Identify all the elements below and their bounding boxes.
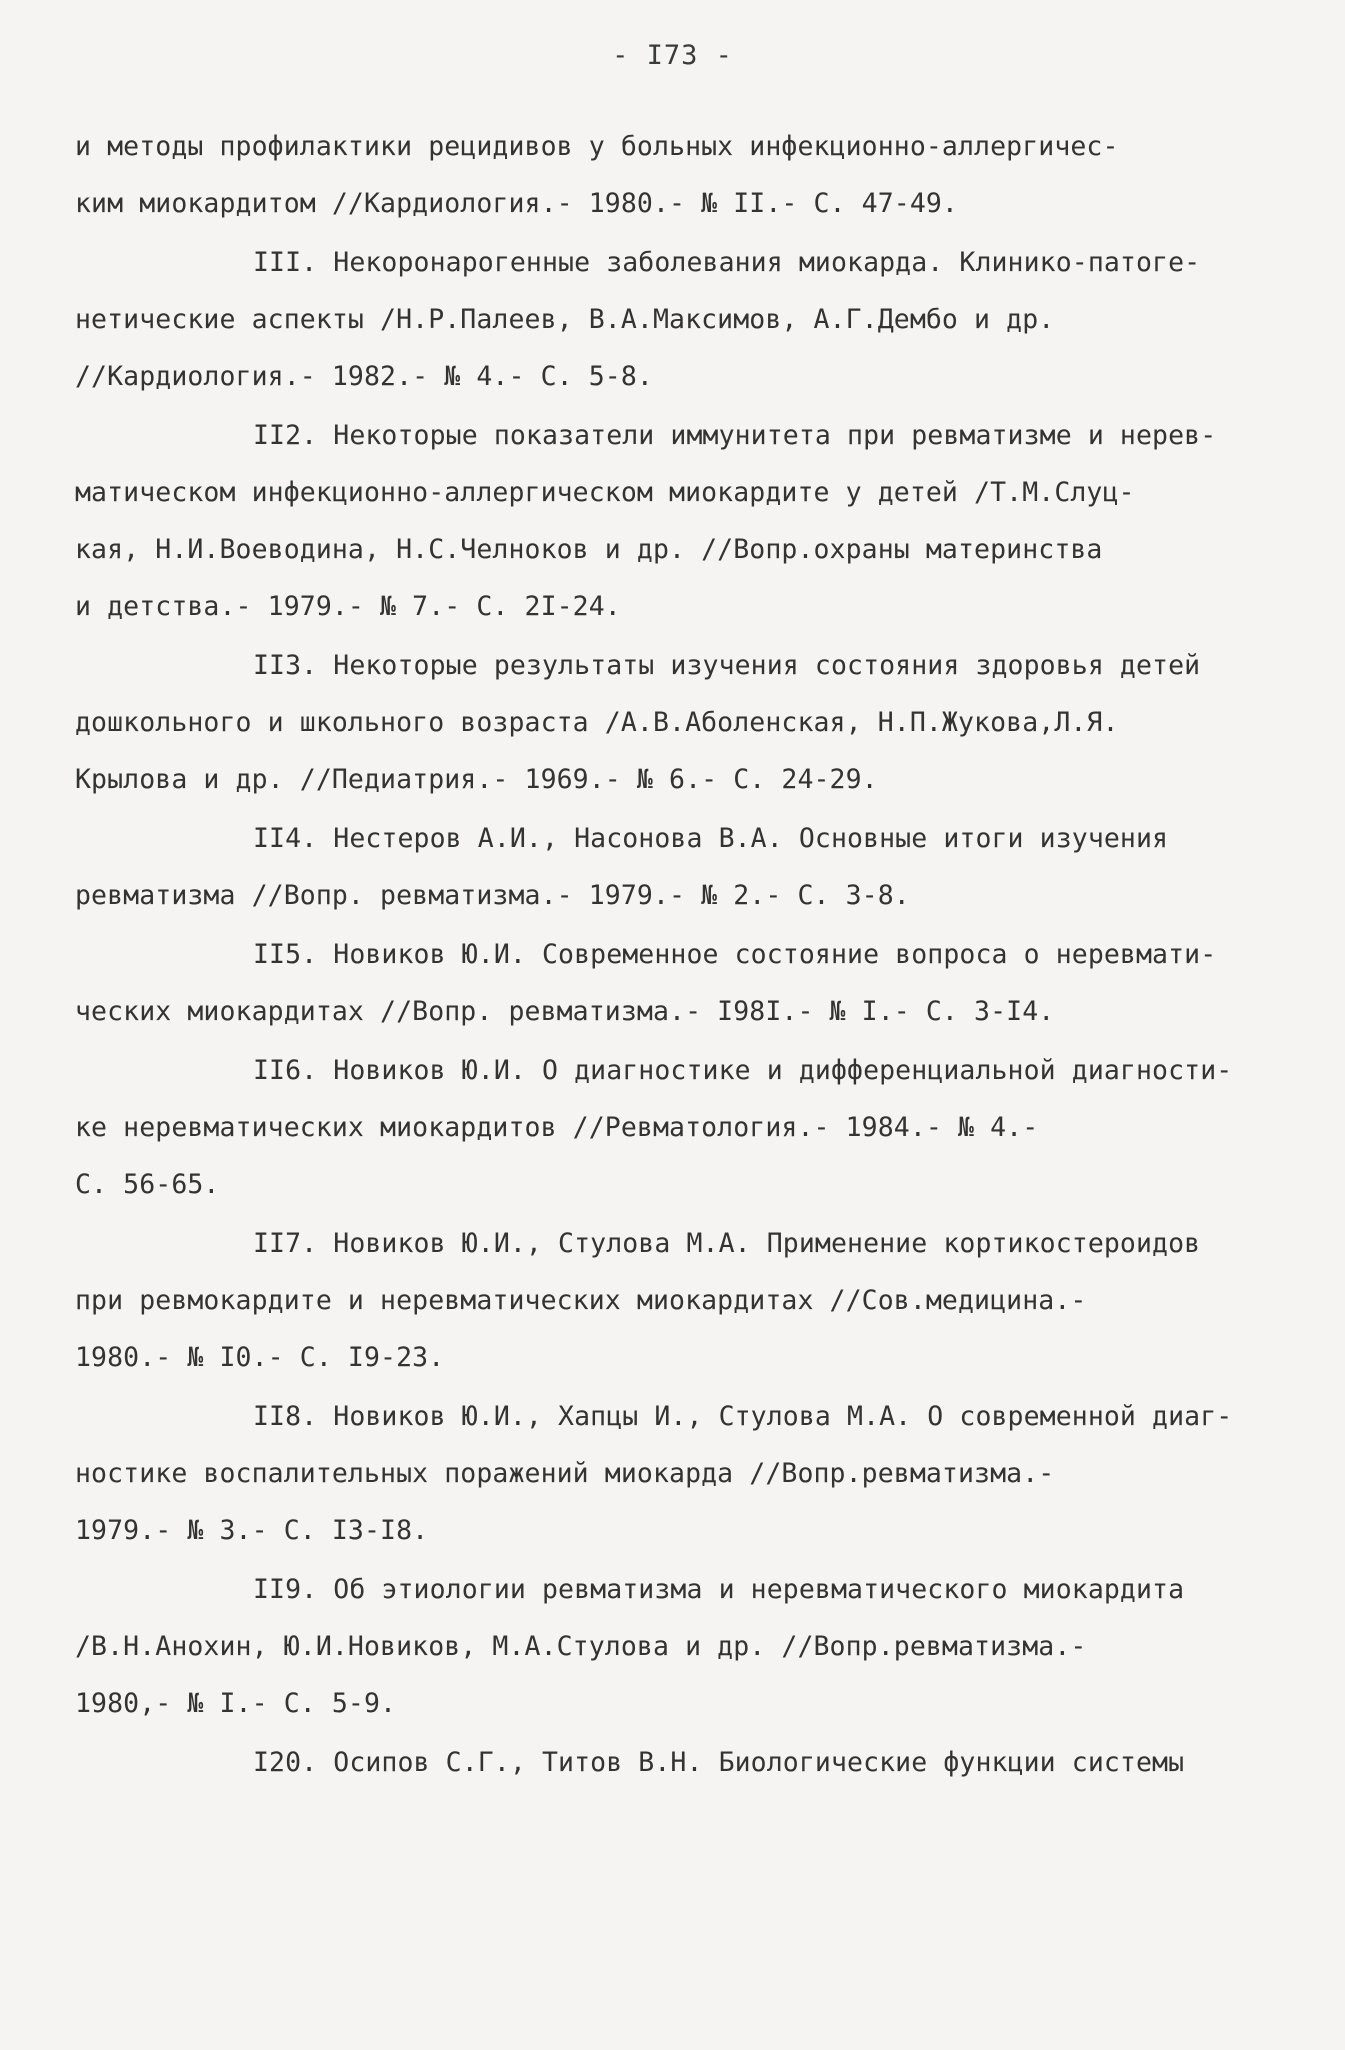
text-line: матическом инфекционно-аллергическом миокардите у детей /Т.М.Слуц- <box>75 477 1135 508</box>
text-line: II9. Об этиологии ревматизма и неревматического миокардита <box>253 1574 1185 1605</box>
text-line: ке неревматических миокардитов //Ревматология.- 1984.- № 4.- <box>75 1112 1039 1143</box>
reference-entry-111 <box>75 234 1285 405</box>
text-line: II5. Новиков Ю.И. Современное состояние вопроса о неревмати- <box>253 939 1217 970</box>
text-line: нетические аспекты /Н.Р.Палеев, В.А.Максимов, А.Г.Дембо и др. <box>75 304 1055 335</box>
reference-entry-114 <box>75 810 1285 924</box>
text-line: ностике воспалительных поражений миокарда //Вопр.ревматизма.- <box>75 1458 1055 1489</box>
text-line: 1979.- № 3.- С. I3-I8. <box>75 1515 429 1546</box>
text-line: 1980.- № I0.- С. I9-23. <box>75 1342 445 1373</box>
text-line: кая, Н.И.Воеводина, Н.С.Челноков и др. //Вопр.охраны материнства <box>75 534 1103 565</box>
reference-entry-118 <box>75 1388 1285 1559</box>
text-line: II3. Некоторые результаты изучения состояния здоровья детей <box>253 650 1201 681</box>
text-line: II2. Некоторые показатели иммунитета при ревматизме и нерев- <box>253 420 1217 451</box>
text-line: II8. Новиков Ю.И., Хапцы И., Стулова М.А. О современной диаг- <box>253 1401 1233 1432</box>
text-line: II6. Новиков Ю.И. О диагностике и дифференциальной диагности- <box>253 1055 1233 1086</box>
text-line: при ревмокардите и неревматических миокардитах //Сов.медицина.- <box>75 1285 1087 1316</box>
text-line: ким миокардитом //Кардиология.- 1980.- № II.- С. 47-49. <box>75 188 958 219</box>
reference-entry-119 <box>75 1561 1285 1732</box>
reference-entry-117 <box>75 1215 1285 1386</box>
text-line: II7. Новиков Ю.И., Стулова М.А. Применение кортикостероидов <box>253 1228 1201 1259</box>
text-line: 1980,- № I.- С. 5-9. <box>75 1688 397 1719</box>
reference-entry-112 <box>75 407 1285 635</box>
text-line: ревматизма //Вопр. ревматизма.- 1979.- № 2.- С. 3-8. <box>75 880 910 911</box>
text-line: /В.Н.Анохин, Ю.И.Новиков, М.А.Стулова и др. //Вопр.ревматизма.- <box>75 1631 1087 1662</box>
text-line: ческих миокардитах //Вопр. ревматизма.- I98I.- № I.- С. 3-I4. <box>75 996 1055 1027</box>
text-line: дошкольного и школьного возраста /А.В.Аболенская, Н.П.Жукова,Л.Я. <box>75 707 1119 738</box>
text-line: и методы профилактики рецидивов у больных инфекционно-аллергичес- <box>75 131 1119 162</box>
text-line: //Кардиология.- 1982.- № 4.- С. 5-8. <box>75 361 653 392</box>
text-line: II4. Нестеров А.И., Насонова В.А. Основные итоги изучения <box>253 823 1169 854</box>
text-line: и детства.- 1979.- № 7.- С. 2I-24. <box>75 591 621 622</box>
text-line: С. 56-65. <box>75 1169 220 1200</box>
text-line: III. Некоронарогенные заболевания миокарда. Клинико-патоге- <box>253 247 1201 278</box>
reference-entry-113 <box>75 637 1285 808</box>
page-number: - I73 - <box>612 40 733 71</box>
bibliography-text <box>75 118 1285 1793</box>
text-line: I20. Осипов С.Г., Титов В.Н. Биологические функции системы <box>253 1747 1185 1778</box>
text-line: Крылова и др. //Педиатрия.- 1969.- № 6.- С. 24-29. <box>75 764 878 795</box>
continuation-entry <box>75 118 1285 232</box>
reference-entry-115 <box>75 926 1285 1040</box>
reference-entry-116 <box>75 1042 1285 1213</box>
reference-entry-120 <box>75 1734 1285 1791</box>
